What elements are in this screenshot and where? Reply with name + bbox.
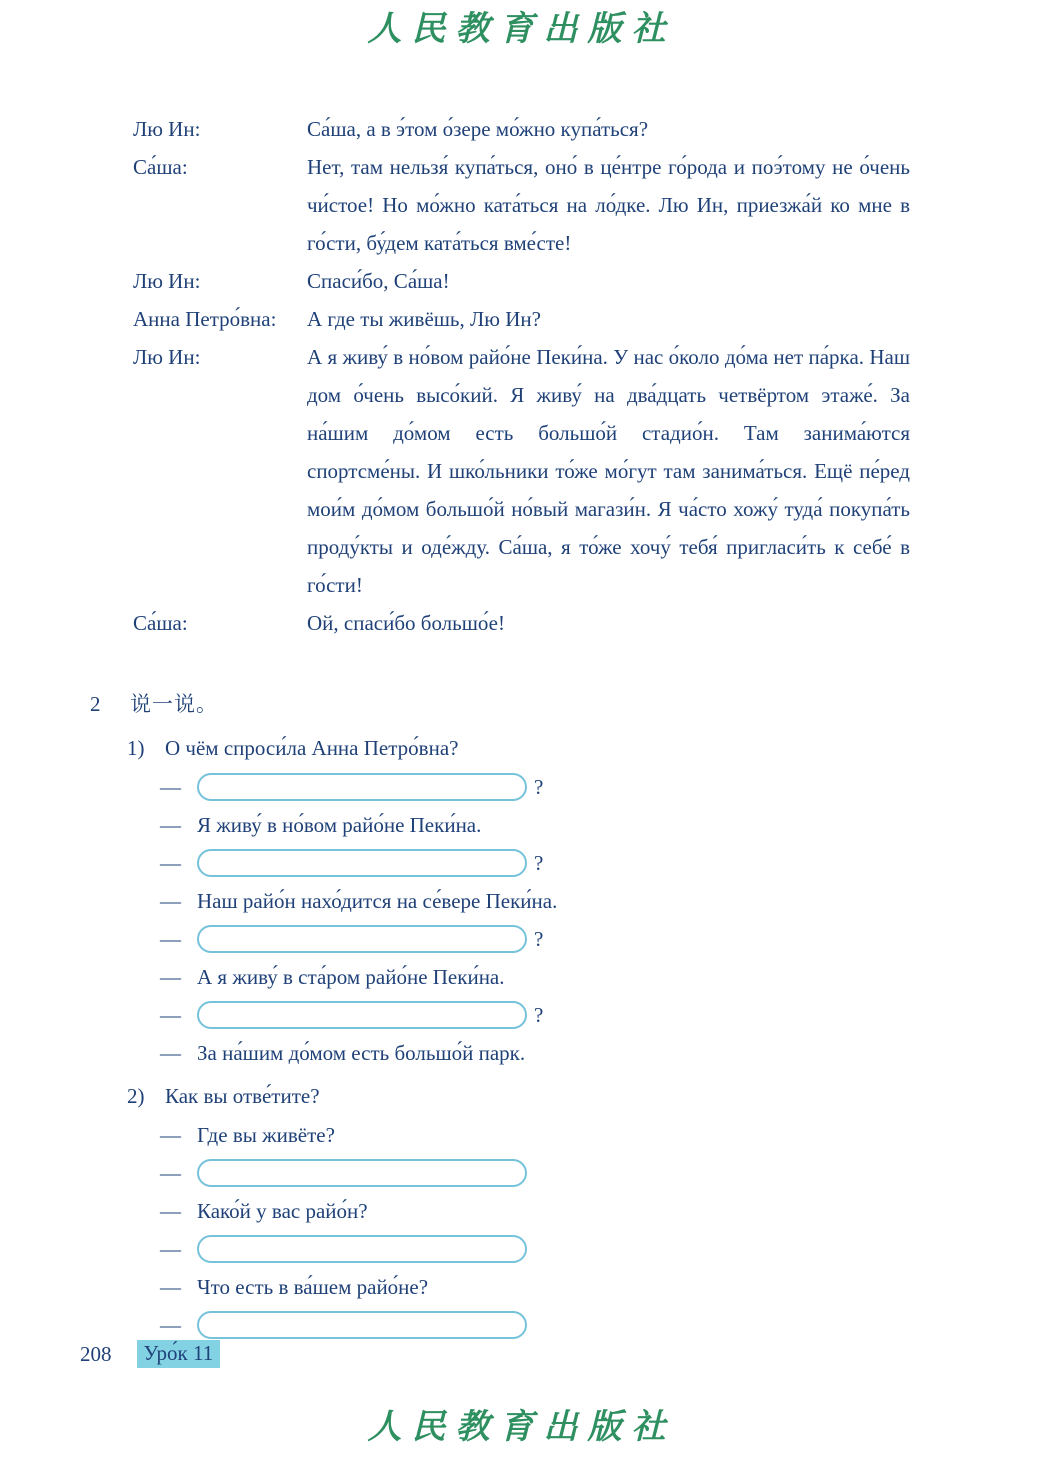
dialogue-row	[133, 604, 910, 642]
speaker-name: Лю Ин:	[133, 345, 201, 369]
blank-line	[160, 920, 1043, 958]
dialogue-row	[133, 110, 910, 148]
answer-text: Я живу́ в но́вом райо́не Пеки́на.	[197, 812, 482, 837]
dash: —	[160, 1160, 181, 1185]
dash: —	[160, 1274, 181, 1299]
dash: —	[160, 1198, 181, 1223]
question-line	[160, 1192, 1043, 1230]
dash: —	[160, 1236, 181, 1261]
blank-line	[160, 1306, 1043, 1344]
question-mark: ?	[534, 1002, 544, 1027]
dialogue-row	[133, 148, 910, 262]
speech-text: Са́ша, а в э́том о́зере мо́жно купа́ться?	[307, 117, 649, 141]
blank-line	[160, 1230, 1043, 1268]
part2-question-row	[127, 1076, 1043, 1116]
dialogue-row	[133, 338, 910, 604]
answer-line	[160, 958, 1043, 996]
answer-line	[160, 882, 1043, 920]
question-line	[160, 1268, 1043, 1306]
exercise-header	[90, 684, 1043, 724]
dash: —	[160, 964, 181, 989]
dialogue-row	[133, 262, 910, 300]
part1-label: 1)	[127, 736, 145, 760]
question-mark: ?	[534, 926, 544, 951]
speech-text: А где ты живёшь, Лю Ин?	[307, 307, 541, 331]
question-text: Что есть в ва́шем райо́не?	[197, 1274, 429, 1299]
answer-line	[160, 806, 1043, 844]
speech-text: Нет, там нельзя́ купа́ться, оно́ в це́нтре го́рода и поэ́тому не о́чень чи́стое! Но мо́жно ката́ться на ло́дке. Лю Ин, приезжа́й ко мне в го́сти, бу́дем ката́ться вме́сте!	[307, 155, 910, 255]
speaker-name: Са́ша:	[133, 611, 188, 635]
lesson-badge: Уро́к 11	[137, 1340, 221, 1368]
answer-blank[interactable]	[197, 925, 527, 953]
question-mark: ?	[534, 850, 544, 875]
publisher-logo-bottom: 人民教育出版社	[367, 1409, 676, 1446]
question-mark: ?	[534, 774, 544, 799]
answer-blank[interactable]	[197, 849, 527, 877]
blank-line	[160, 1154, 1043, 1192]
question-text: Како́й у вас райо́н?	[197, 1198, 368, 1223]
dialogue-row	[133, 300, 910, 338]
answer-line	[160, 1034, 1043, 1072]
dash: —	[160, 850, 181, 875]
dash: —	[160, 1312, 181, 1337]
blank-line	[160, 768, 1043, 806]
question-text: Где вы живёте?	[197, 1122, 335, 1147]
answer-text: За на́шим до́мом есть большо́й парк.	[197, 1040, 526, 1065]
exercise-section	[0, 684, 1043, 1344]
exercise-number: 2	[90, 692, 101, 716]
part2-label: 2)	[127, 1084, 145, 1108]
speaker-name: Са́ша:	[133, 155, 188, 179]
answer-text: А я живу́ в ста́ром райо́не Пеки́на.	[197, 964, 505, 989]
dash: —	[160, 888, 181, 913]
blank-line	[160, 996, 1043, 1034]
speaker-name: Анна Петро́вна:	[133, 307, 277, 331]
dash: —	[160, 1122, 181, 1147]
answer-blank[interactable]	[197, 1001, 527, 1029]
page-number: 208	[80, 1341, 112, 1366]
part1-question-row	[127, 728, 1043, 768]
speech-text: А я живу́ в но́вом райо́не Пеки́на. У нас о́коло до́ма нет па́рка. Наш дом о́чень высо́кий. Я живу́ на два́дцать четвёртом этаже́. За на́шим до́мом есть большо́й стадио́н. Там занима́ются спортсме́ны. И шко́льники то́же мо́гут там занима́ться. Ещё пе́ред мои́м до́мом большо́й но́вый магази́н. Я ча́сто хожу́ туда́ покупа́ть проду́кты и оде́жду. Са́ша, я то́же хочу́ тебя́ пригласи́ть к себе́ в го́сти!	[307, 345, 910, 597]
publisher-logo-top: 人民教育出版社	[367, 11, 676, 48]
question-line	[160, 1116, 1043, 1154]
speaker-name: Лю Ин:	[133, 117, 201, 141]
exercise-part-1	[127, 728, 1043, 1072]
speech-text: Спаси́бо, Са́ша!	[307, 269, 450, 293]
dash: —	[160, 1002, 181, 1027]
answer-text: Наш райо́н нахо́дится на се́вере Пеки́на.	[197, 888, 558, 913]
dash: —	[160, 812, 181, 837]
dash: —	[160, 1040, 181, 1065]
exercise-title: 说一说。	[130, 692, 218, 716]
answer-blank[interactable]	[197, 773, 527, 801]
speech-text: Ой, спаси́бо большо́е!	[307, 611, 505, 635]
exercise-part-2	[127, 1076, 1043, 1344]
part2-question: Как вы отве́тите?	[165, 1084, 320, 1108]
dialogue-section	[133, 110, 910, 642]
blank-line	[160, 844, 1043, 882]
answer-blank[interactable]	[197, 1311, 527, 1339]
part1-question: О чём спроси́ла Анна Петро́вна?	[165, 736, 459, 760]
page-footer	[80, 1340, 220, 1368]
answer-blank[interactable]	[197, 1159, 527, 1187]
dash: —	[160, 774, 181, 799]
answer-blank[interactable]	[197, 1235, 527, 1263]
speaker-name: Лю Ин:	[133, 269, 201, 293]
dash: —	[160, 926, 181, 951]
